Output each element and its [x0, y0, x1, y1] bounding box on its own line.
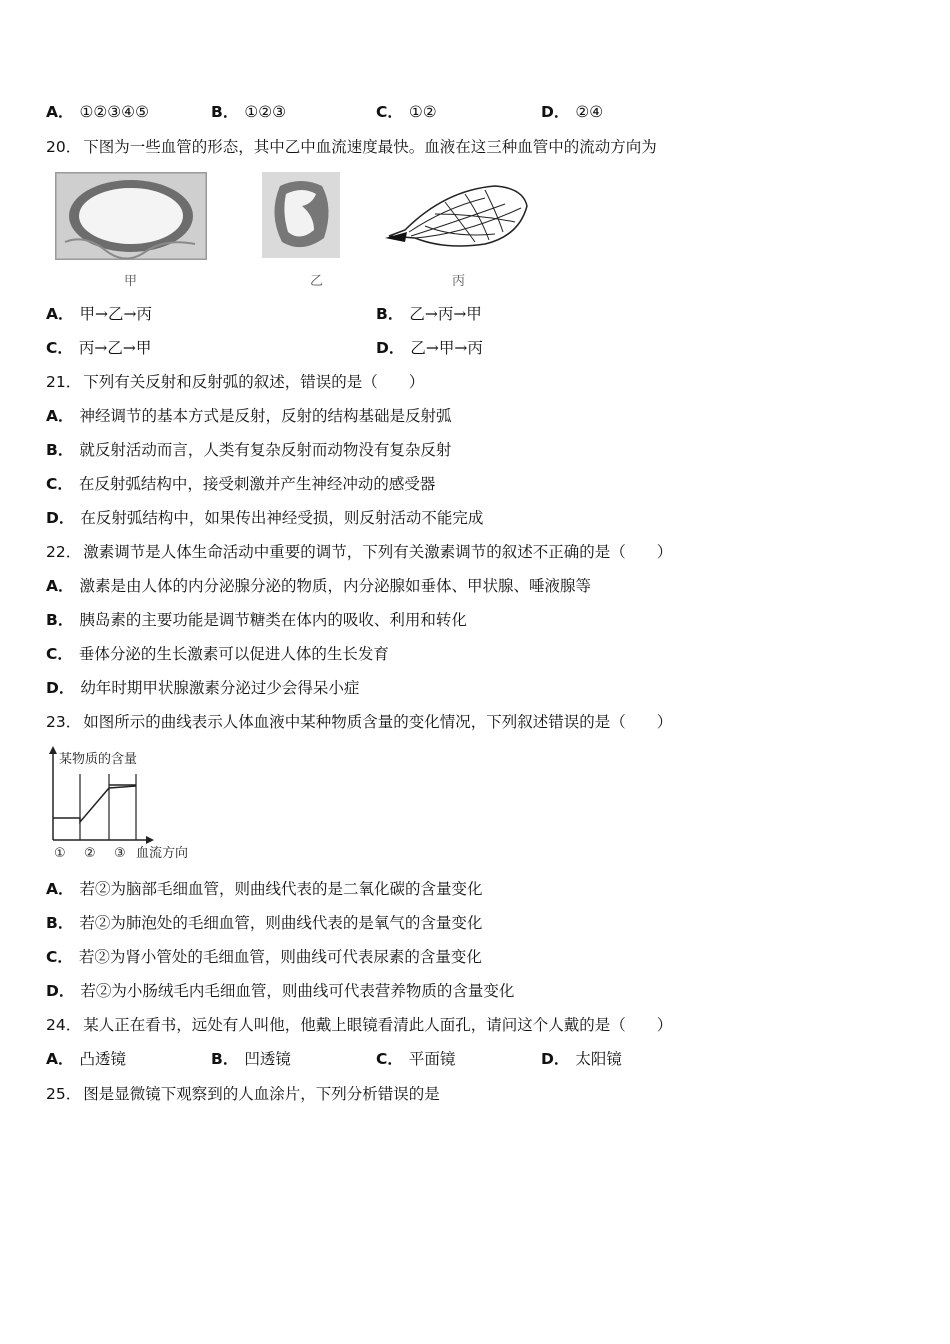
q23-option-b[interactable]: B． 若②为肺泡处的毛细血管，则曲线代表的是氧气的含量变化: [46, 914, 483, 932]
q20-option-d[interactable]: D． 乙→甲→丙: [376, 339, 483, 357]
vessel-label-jia: 甲: [124, 274, 138, 289]
q24-option-b[interactable]: B． 凹透镜: [211, 1050, 291, 1068]
chart-tick-2: ②: [84, 846, 96, 861]
q21-option-a[interactable]: A． 神经调节的基本方式是反射，反射的结构基础是反射弧: [46, 407, 452, 425]
q19-option-d[interactable]: D． ②④: [541, 103, 604, 121]
vessel-label-yi: 乙: [310, 274, 324, 289]
q19-option-c[interactable]: C． ①②: [376, 103, 437, 121]
q21-option-d[interactable]: D． 在反射弧结构中，如果传出神经受损，则反射活动不能完成: [46, 509, 484, 527]
q23-chart: [44, 744, 204, 864]
q20-option-a[interactable]: A． 甲→乙→丙: [46, 305, 152, 323]
q21-option-b[interactable]: B． 就反射活动而言，人类有复杂反射而动物没有复杂反射: [46, 441, 452, 459]
vessel-label-bing: 丙: [452, 274, 466, 289]
q22-option-a[interactable]: A． 激素是由人体的内分泌腺分泌的物质，内分泌腺如垂体、甲状腺、唾液腺等: [46, 577, 592, 595]
vessel-figure-jia: [55, 172, 207, 260]
q21-stem: 21． 下列有关反射和反射弧的叙述，错误的是（ ）: [46, 373, 425, 391]
chart-tick-1: ①: [54, 846, 66, 861]
q24-stem: 24． 某人正在看书，远处有人叫他，他戴上眼镜看清此人面孔，请问这个人戴的是（ ）: [46, 1016, 673, 1034]
q23-option-a[interactable]: A． 若②为脑部毛细血管，则曲线代表的是二氧化碳的含量变化: [46, 880, 483, 898]
q24-option-c[interactable]: C． 平面镜: [376, 1050, 456, 1068]
q22-option-d[interactable]: D． 幼年时期甲状腺激素分泌过少会得呆小症: [46, 679, 360, 697]
q20-stem: 20． 下图为一些血管的形态，其中乙中血流速度最快。血液在这三种血管中的流动方向为: [46, 138, 657, 156]
q22-option-c[interactable]: C． 垂体分泌的生长激素可以促进人体的生长发育: [46, 645, 389, 663]
q22-stem: 22． 激素调节是人体生命活动中重要的调节，下列有关激素调节的叙述不正确的是（ ）: [46, 543, 673, 561]
q23-option-d[interactable]: D． 若②为小肠绒毛内毛细血管，则曲线可代表营养物质的含量变化: [46, 982, 515, 1000]
q24-option-a[interactable]: A． 凸透镜: [46, 1050, 127, 1068]
chart-xlabel: 血流方向: [136, 846, 189, 861]
vessel-figure-bing: [385, 178, 531, 256]
vessel-figure-yi: [262, 172, 340, 258]
chart-x-arrow: [146, 836, 154, 844]
chart-ylabel: 某物质的含量: [59, 752, 138, 767]
q25-stem: 25． 图是显微镜下观察到的人血涂片，下列分析错误的是: [46, 1085, 440, 1103]
chart-tick-3: ③: [114, 846, 126, 861]
q21-option-c[interactable]: C． 在反射弧结构中，接受刺激并产生神经冲动的感受器: [46, 475, 436, 493]
q20-option-c[interactable]: C． 丙→乙→甲: [46, 339, 152, 357]
q23-stem: 23． 如图所示的曲线表示人体血液中某种物质含量的变化情况，下列叙述错误的是（ ）: [46, 713, 673, 731]
q22-option-b[interactable]: B． 胰岛素的主要功能是调节糖类在体内的吸收、利用和转化: [46, 611, 467, 629]
chart-y-arrow: [49, 746, 57, 754]
q20-option-b[interactable]: B． 乙→丙→甲: [376, 305, 482, 323]
q24-option-d[interactable]: D． 太阳镜: [541, 1050, 622, 1068]
q19-option-b[interactable]: B． ①②③: [211, 103, 287, 121]
chart-curve: [53, 786, 136, 822]
q23-option-c[interactable]: C． 若②为肾小管处的毛细血管，则曲线可代表尿素的含量变化: [46, 948, 482, 966]
q19-option-a[interactable]: A． ①②③④⑤: [46, 103, 149, 121]
